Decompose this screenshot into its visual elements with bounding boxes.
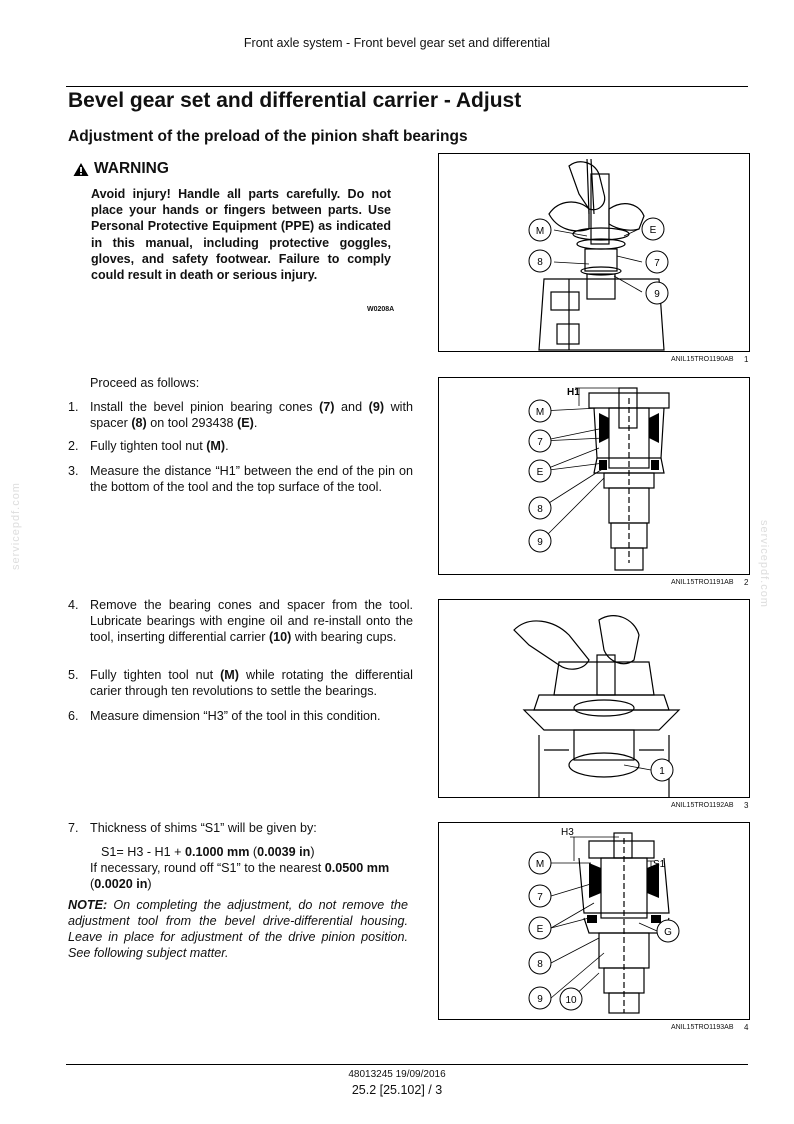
- figure-2-drawing: [439, 378, 749, 574]
- section-subtitle: Adjustment of the preload of the pinion shaft bearings: [68, 128, 468, 145]
- warning-triangle-icon: [73, 162, 89, 177]
- formula-line-2: If necessary, round off “S1” to the nearest 0.0500 mm: [90, 861, 390, 875]
- figure-4-caption: ANIL15TRO1193AB: [671, 1024, 734, 1031]
- callout-label: 10: [565, 995, 577, 1006]
- note: NOTE: On completing the adjustment, do not remove the adjustment tool from the bevel drive-differential housing. Leave in place for adjustment of the drive pinion position. See following subject matter.: [68, 898, 408, 960]
- callout-label: 9: [537, 537, 543, 548]
- callout-label: M: [535, 859, 545, 870]
- formula-line-1: S1= H3 - H1 + 0.1000 mm (0.0039 in): [101, 845, 315, 859]
- figure-4: [438, 822, 750, 1020]
- footer-page-number: 25.2 [25.102] / 3: [351, 1083, 443, 1097]
- callout-label: 7: [537, 437, 543, 448]
- step-number: 3.: [68, 464, 79, 478]
- figure-3: [438, 599, 750, 798]
- step-text: Fully tighten tool nut (M) while rotating the differential carier through ten revolutions to settle the bearings.: [90, 668, 413, 698]
- figure-2: [438, 377, 750, 575]
- figure-1-drawing: [439, 154, 749, 351]
- figure-1-number: 1: [744, 355, 749, 364]
- intro-text: Proceed as follows:: [90, 376, 200, 390]
- step-number: 4.: [68, 598, 79, 612]
- step-6: [68, 708, 413, 724]
- figure-2-number: 2: [744, 578, 749, 587]
- step-text: Measure dimension “H3” of the tool in this condition.: [90, 709, 381, 723]
- callout-label: M: [535, 226, 545, 237]
- callout-label: E: [536, 467, 544, 478]
- step-5: [68, 667, 413, 699]
- page-title: Bevel gear set and differential carrier - Adjust: [68, 89, 522, 112]
- figure-4-drawing: [439, 823, 749, 1019]
- figure-1: [438, 153, 750, 352]
- watermark-right: servicepdf.com: [758, 520, 770, 608]
- step-number: 5.: [68, 668, 79, 682]
- figure-3-caption: ANIL15TRO1192AB: [671, 802, 734, 809]
- warning-label: WARNING: [94, 160, 169, 177]
- step-text: Fully tighten tool nut (M).: [90, 439, 229, 453]
- figure-3-number: 3: [744, 801, 749, 810]
- callout-label: M: [535, 407, 545, 418]
- callout-label: 7: [654, 258, 660, 269]
- figure-2-caption: ANIL15TRO1191AB: [671, 579, 734, 586]
- header-rule: [66, 86, 748, 87]
- callout-label: 7: [537, 892, 543, 903]
- callout-label: 1: [659, 766, 665, 777]
- running-header: Front axle system - Front bevel gear set and differential: [243, 36, 551, 50]
- callout-label: 9: [654, 289, 660, 300]
- footer-doc-info: 48013245 19/09/2016: [348, 1069, 446, 1080]
- figure-1-callouts: [529, 218, 668, 304]
- footer-rule: [66, 1064, 748, 1065]
- dimension-label-s1: S1: [653, 859, 666, 870]
- step-text: Measure the distance “H1” between the end of the pin on the bottom of the tool and the top surface of the tool.: [90, 464, 413, 494]
- callout-label: E: [536, 924, 544, 935]
- callout-label: 8: [537, 959, 543, 970]
- step-1: [68, 399, 413, 431]
- step-text: Remove the bearing cones and spacer from the tool. Lubricate bearings with engine oil and re-install onto the tool, inserting differential carrier (10) with bearing cups.: [90, 598, 413, 644]
- step-4: [68, 597, 413, 645]
- warning-heading: [73, 160, 169, 178]
- formula-line-3: (0.0020 in): [90, 877, 152, 891]
- step-number: 2.: [68, 439, 79, 453]
- callout-label: 8: [537, 257, 543, 268]
- figure-1-caption: ANIL15TRO1190AB: [671, 356, 734, 363]
- warning-code: W0208A: [367, 306, 395, 313]
- step-number: 7.: [68, 821, 79, 835]
- figure-4-number: 4: [744, 1023, 749, 1032]
- step-7: [68, 820, 413, 836]
- step-number: 1.: [68, 400, 79, 414]
- callout-label: E: [649, 225, 657, 236]
- callout-label: 8: [537, 504, 543, 515]
- step-3: [68, 463, 413, 495]
- dimension-label-h3: H3: [561, 827, 574, 838]
- step-2: [68, 438, 413, 454]
- figure-3-drawing: [439, 600, 749, 797]
- callout-label: 9: [537, 994, 543, 1005]
- dimension-label-h1: H1: [567, 387, 580, 398]
- step-text: Thickness of shims “S1” will be given by:: [90, 821, 317, 835]
- callout-label: G: [664, 927, 672, 938]
- step-text: Install the bevel pinion bearing cones (7) and (9) with spacer (8) on tool 293438 (E).: [90, 400, 413, 430]
- step-number: 6.: [68, 709, 79, 723]
- watermark-left: servicepdf.com: [10, 482, 22, 570]
- warning-body: Avoid injury! Handle all parts carefully. Do not place your hands or fingers between parts. Use Personal Protective Equipment (PPE) as indicated in this manual, including protective goggles, gloves, and safety footwear. Failure to comply could result in death or serious injury.: [91, 187, 391, 283]
